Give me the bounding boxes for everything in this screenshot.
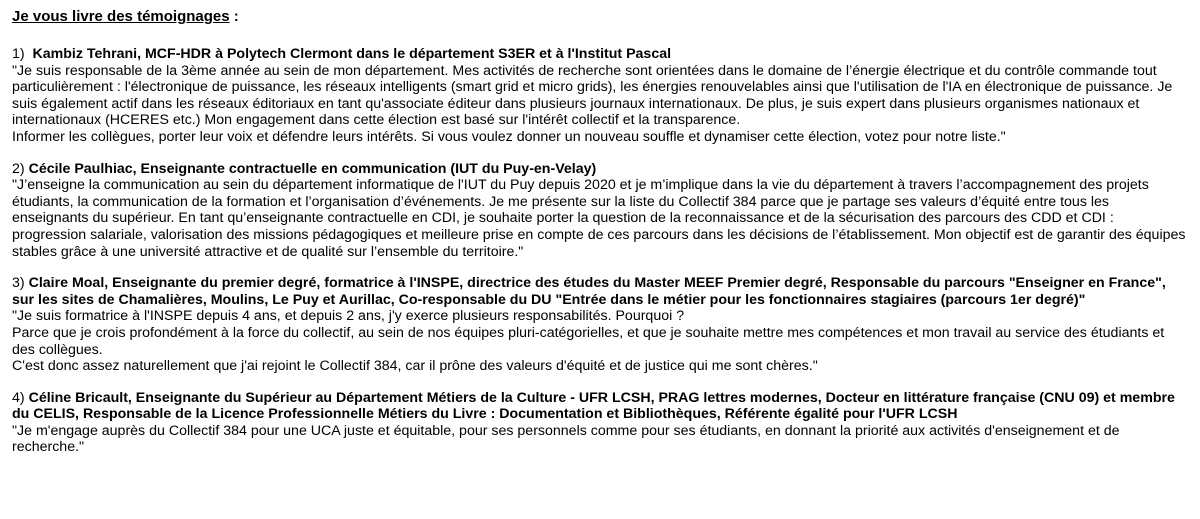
testimony-paragraph: "Je m'engage auprès du Collectif 384 pour une UCA juste et équitable, pour ses personnels comme pour ses étudiants, en donnant la priorité aux activités d'enseignement et de recherche." <box>12 422 1120 456</box>
testimony-number: 4) <box>12 389 25 406</box>
page-title-text: Je vous livre des témoignages <box>12 8 230 25</box>
testimony-number: 3) <box>12 275 25 292</box>
testimony-heading <box>12 46 1188 63</box>
testimony-number: 2) <box>12 160 25 177</box>
testimony-heading <box>12 275 1188 308</box>
testimony-heading <box>12 161 1188 178</box>
testimony-name: Cécile Paulhiac, Enseignante contractuelle en communication (IUT du Puy-en-Velay) <box>28 160 597 177</box>
testimony-paragraph: "J’enseigne la communication au sein du département informatique de l'IUT du Puy depuis 2020 et je m’implique dans la vie du département à travers l’accompagnement des projets étudiants, la communication de la formation et l’organisation d’événements. Je me présente sur la liste du Collectif 384 parce que je partage ses valeurs d’équité entre tous les enseignants du supérieur. En tant qu’enseignante contractuelle en CDI, je souhaite porter la question de la reconnaissance et de la sécurisation des parcours des CDD et CDI : progression salariale, valorisation des missions pédagogiques et meilleure prise en compte de ces parcours dans les décisions de l’établissement. Mon objectif est de garantir des équipes stables grâce à une université attractive et de qualité sur l’ensemble du territoire." <box>12 177 1186 260</box>
page-title-suffix: : <box>229 8 239 25</box>
testimony-heading <box>12 390 1188 423</box>
testimony-paragraph: "Je suis responsable de la 3ème année au sein de mon département. Mes activités de recherche sont orientées dans le domaine de l’énergie électrique et du contrôle commande tout particulièrement : l'électronique de puissance, les réseaux intelligents (smart grid et micro grids), les énergies renouvelables ainsi que l'utilisation de l'IA en électronique de puissance. Je suis également actif dans les réseaux éditoriaux en tant qu'associate éditeur dans plusieurs journaux internationaux. De plus, je suis expert dans plusieurs organismes nationaux et internationaux (HCERES etc.) Mon engagement dans cette élection est basé sur l'intérêt collectif et la transparence. <box>12 62 1173 129</box>
testimony-name: Claire Moal, Enseignante du premier degré, formatrice à l'INSPE, directrice des études du Master MEEF Premier degré, Responsable du parcours "Enseigner en France", sur les sites de Chamalières, Moulins, Le Puy et Aurillac, Co-responsable du DU "Entrée dans le métier pour les fonctionnaires stagiaires (parcours 1er degré)" <box>12 275 1166 308</box>
page-title <box>12 8 1188 26</box>
testimony-name: Céline Bricault, Enseignante du Supérieur au Département Métiers de la Culture - UFR LCSH, PRAG lettres modernes, Docteur en littérature française (CNU 09) et membre du CELIS, Responsable de la Licence Professionnelle Métiers du Livre : Documentation et Bibliothèques, Référente égalité pour l'UFR LCSH <box>12 389 1175 423</box>
testimony-1 <box>12 46 1188 146</box>
testimony-4 <box>12 390 1188 456</box>
testimony-name: Kambiz Tehrani, MCF-HDR à Polytech Clermont dans le département S3ER et à l'Institut Pascal <box>32 46 672 62</box>
testimony-paragraph: C'est donc assez naturellement que j'ai rejoint le Collectif 384, car il prône des valeurs d'équité et de justice qui me sont chères." <box>12 358 818 375</box>
testimony-paragraph: Informer les collègues, porter leur voix et défendre leurs intérêts. Si vous voulez donner un nouveau souffle et dynamiser cette élection, votez pour notre liste." <box>12 128 1006 145</box>
testimony-2 <box>12 161 1188 261</box>
testimony-3 <box>12 275 1188 375</box>
testimony-paragraph: "Je suis formatrice à l'INSPE depuis 4 ans, et depuis 2 ans, j'y exerce plusieurs responsabilités. Pourquoi ? <box>12 308 685 325</box>
testimony-paragraph: Parce que je crois profondément à la force du collectif, au sein de nos équipes pluri-catégorielles, et que je souhaite mettre mes compétences et mon travail au service des étudiants et des collègues. <box>12 324 1165 358</box>
testimony-number: 1) <box>12 46 25 62</box>
